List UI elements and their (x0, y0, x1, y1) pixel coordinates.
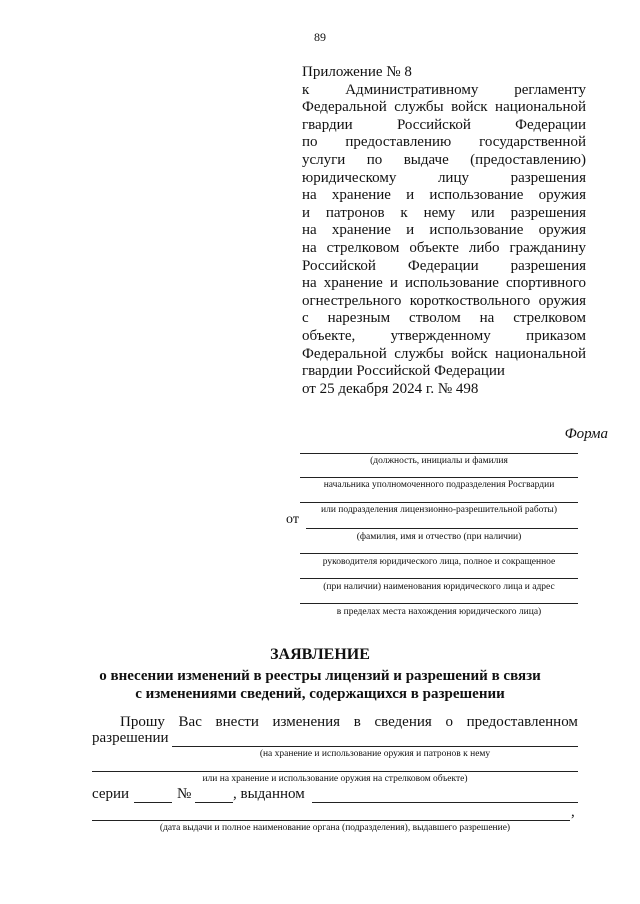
appendix-block (302, 64, 586, 398)
issued-label: , выданном (233, 786, 305, 802)
official-name-line[interactable] (300, 453, 578, 454)
issue-date-authority-line[interactable] (92, 820, 570, 821)
appendix-line: по предоставлению государственной (302, 134, 586, 151)
appendix-line: юридическому лицу разрешения (302, 169, 586, 186)
request-word: сведения (374, 714, 432, 730)
permit-type-line-2[interactable] (92, 771, 578, 772)
appendix-line: на хранение и использование оружия (302, 187, 586, 204)
appendix-line: и патронов к нему или разрешения (302, 204, 586, 221)
page-number: 89 (314, 30, 326, 44)
issued-by-field[interactable] (312, 802, 578, 803)
request-word: о (445, 714, 453, 730)
appendix-line: услуги по выдаче (предоставлению) (302, 151, 586, 168)
appendix-line: к Административному регламенту (302, 81, 586, 98)
appendix-line: Федеральной службы войск национальной (302, 345, 586, 362)
appendix-line: Российской Федерации разрешения (302, 257, 586, 274)
appendix-line: на хранение и использование оружия (302, 222, 586, 239)
appendix-line: с нарезным стволом на стрелковом (302, 310, 586, 327)
permit-word: разрешении (92, 730, 169, 746)
caption-official: (должность, инициалы и фамилия (370, 456, 508, 466)
form-label: Форма (564, 426, 608, 442)
appendix-line: гвардии Российской Федерации (302, 116, 586, 133)
request-word: Вас (178, 714, 202, 730)
appendix-line: огнестрельного короткоствольного оружия (302, 292, 586, 309)
from-label: от (286, 512, 299, 527)
applicant-name-line[interactable] (306, 528, 578, 529)
caption-entity-name: руководителя юридического лица, полное и сокращенное (322, 557, 556, 567)
official-unit-line[interactable] (300, 477, 578, 478)
series-label: серии (92, 786, 130, 802)
entity-name-line[interactable] (300, 553, 578, 554)
request-word: внести (215, 714, 259, 730)
entity-address-line[interactable] (300, 603, 578, 604)
official-subunit-line[interactable] (300, 502, 578, 503)
appendix-line: на хранение и использование спортивного (302, 275, 586, 292)
appendix-line: Приложение № 8 (302, 64, 412, 80)
appendix-line: объекте, утвержденному приказом (302, 327, 586, 344)
appendix-line: от 25 декабря 2024 г. № 498 (302, 380, 479, 397)
entity-short-name-line[interactable] (300, 578, 578, 579)
appendix-line: Федеральной службы войск национальной (302, 99, 586, 116)
caption-entity-short-name: (при наличии) наименования юридического лица и адрес (323, 582, 555, 592)
number-label: № (177, 786, 192, 802)
caption-permit-type-2: или на хранение и использование оружия на стрелковом объекте) (202, 774, 468, 784)
document-subtitle-line1: о внесении изменений в реестры лицензий и разрешений в связи (99, 668, 541, 684)
series-field[interactable] (134, 802, 172, 803)
request-sentence (120, 714, 578, 731)
appendix-line: гвардии Российской Федерации (302, 363, 505, 380)
caption-subunit: или подразделения лицензионно-разрешительной работы) (321, 505, 557, 515)
caption-unit: начальника уполномоченного подразделения Росгвардии (323, 480, 555, 490)
caption-entity-address: в пределах места нахождения юридического лица) (336, 607, 542, 617)
request-word: в (353, 714, 361, 730)
caption-applicant-name: (фамилия, имя и отчество (при наличии) (356, 532, 522, 542)
appendix-line: на стрелковом объекте либо гражданину (302, 239, 586, 256)
document-title: ЗАЯВЛЕНИЕ (270, 646, 370, 663)
request-word: Прошу (120, 714, 165, 730)
caption-permit-type: (на хранение и использование оружия и патронов к нему (259, 749, 491, 759)
request-word: изменения (272, 714, 341, 730)
line-comma: , (571, 804, 575, 820)
caption-issue-date-authority: (дата выдачи и полное наименование органа (подразделения), выдавшего разрешение) (159, 823, 511, 833)
request-word: предоставленном (466, 714, 578, 730)
permit-type-line[interactable] (172, 746, 578, 747)
number-field[interactable] (195, 802, 233, 803)
document-subtitle-line2: с изменениями сведений, содержащихся в разрешении (135, 686, 505, 702)
